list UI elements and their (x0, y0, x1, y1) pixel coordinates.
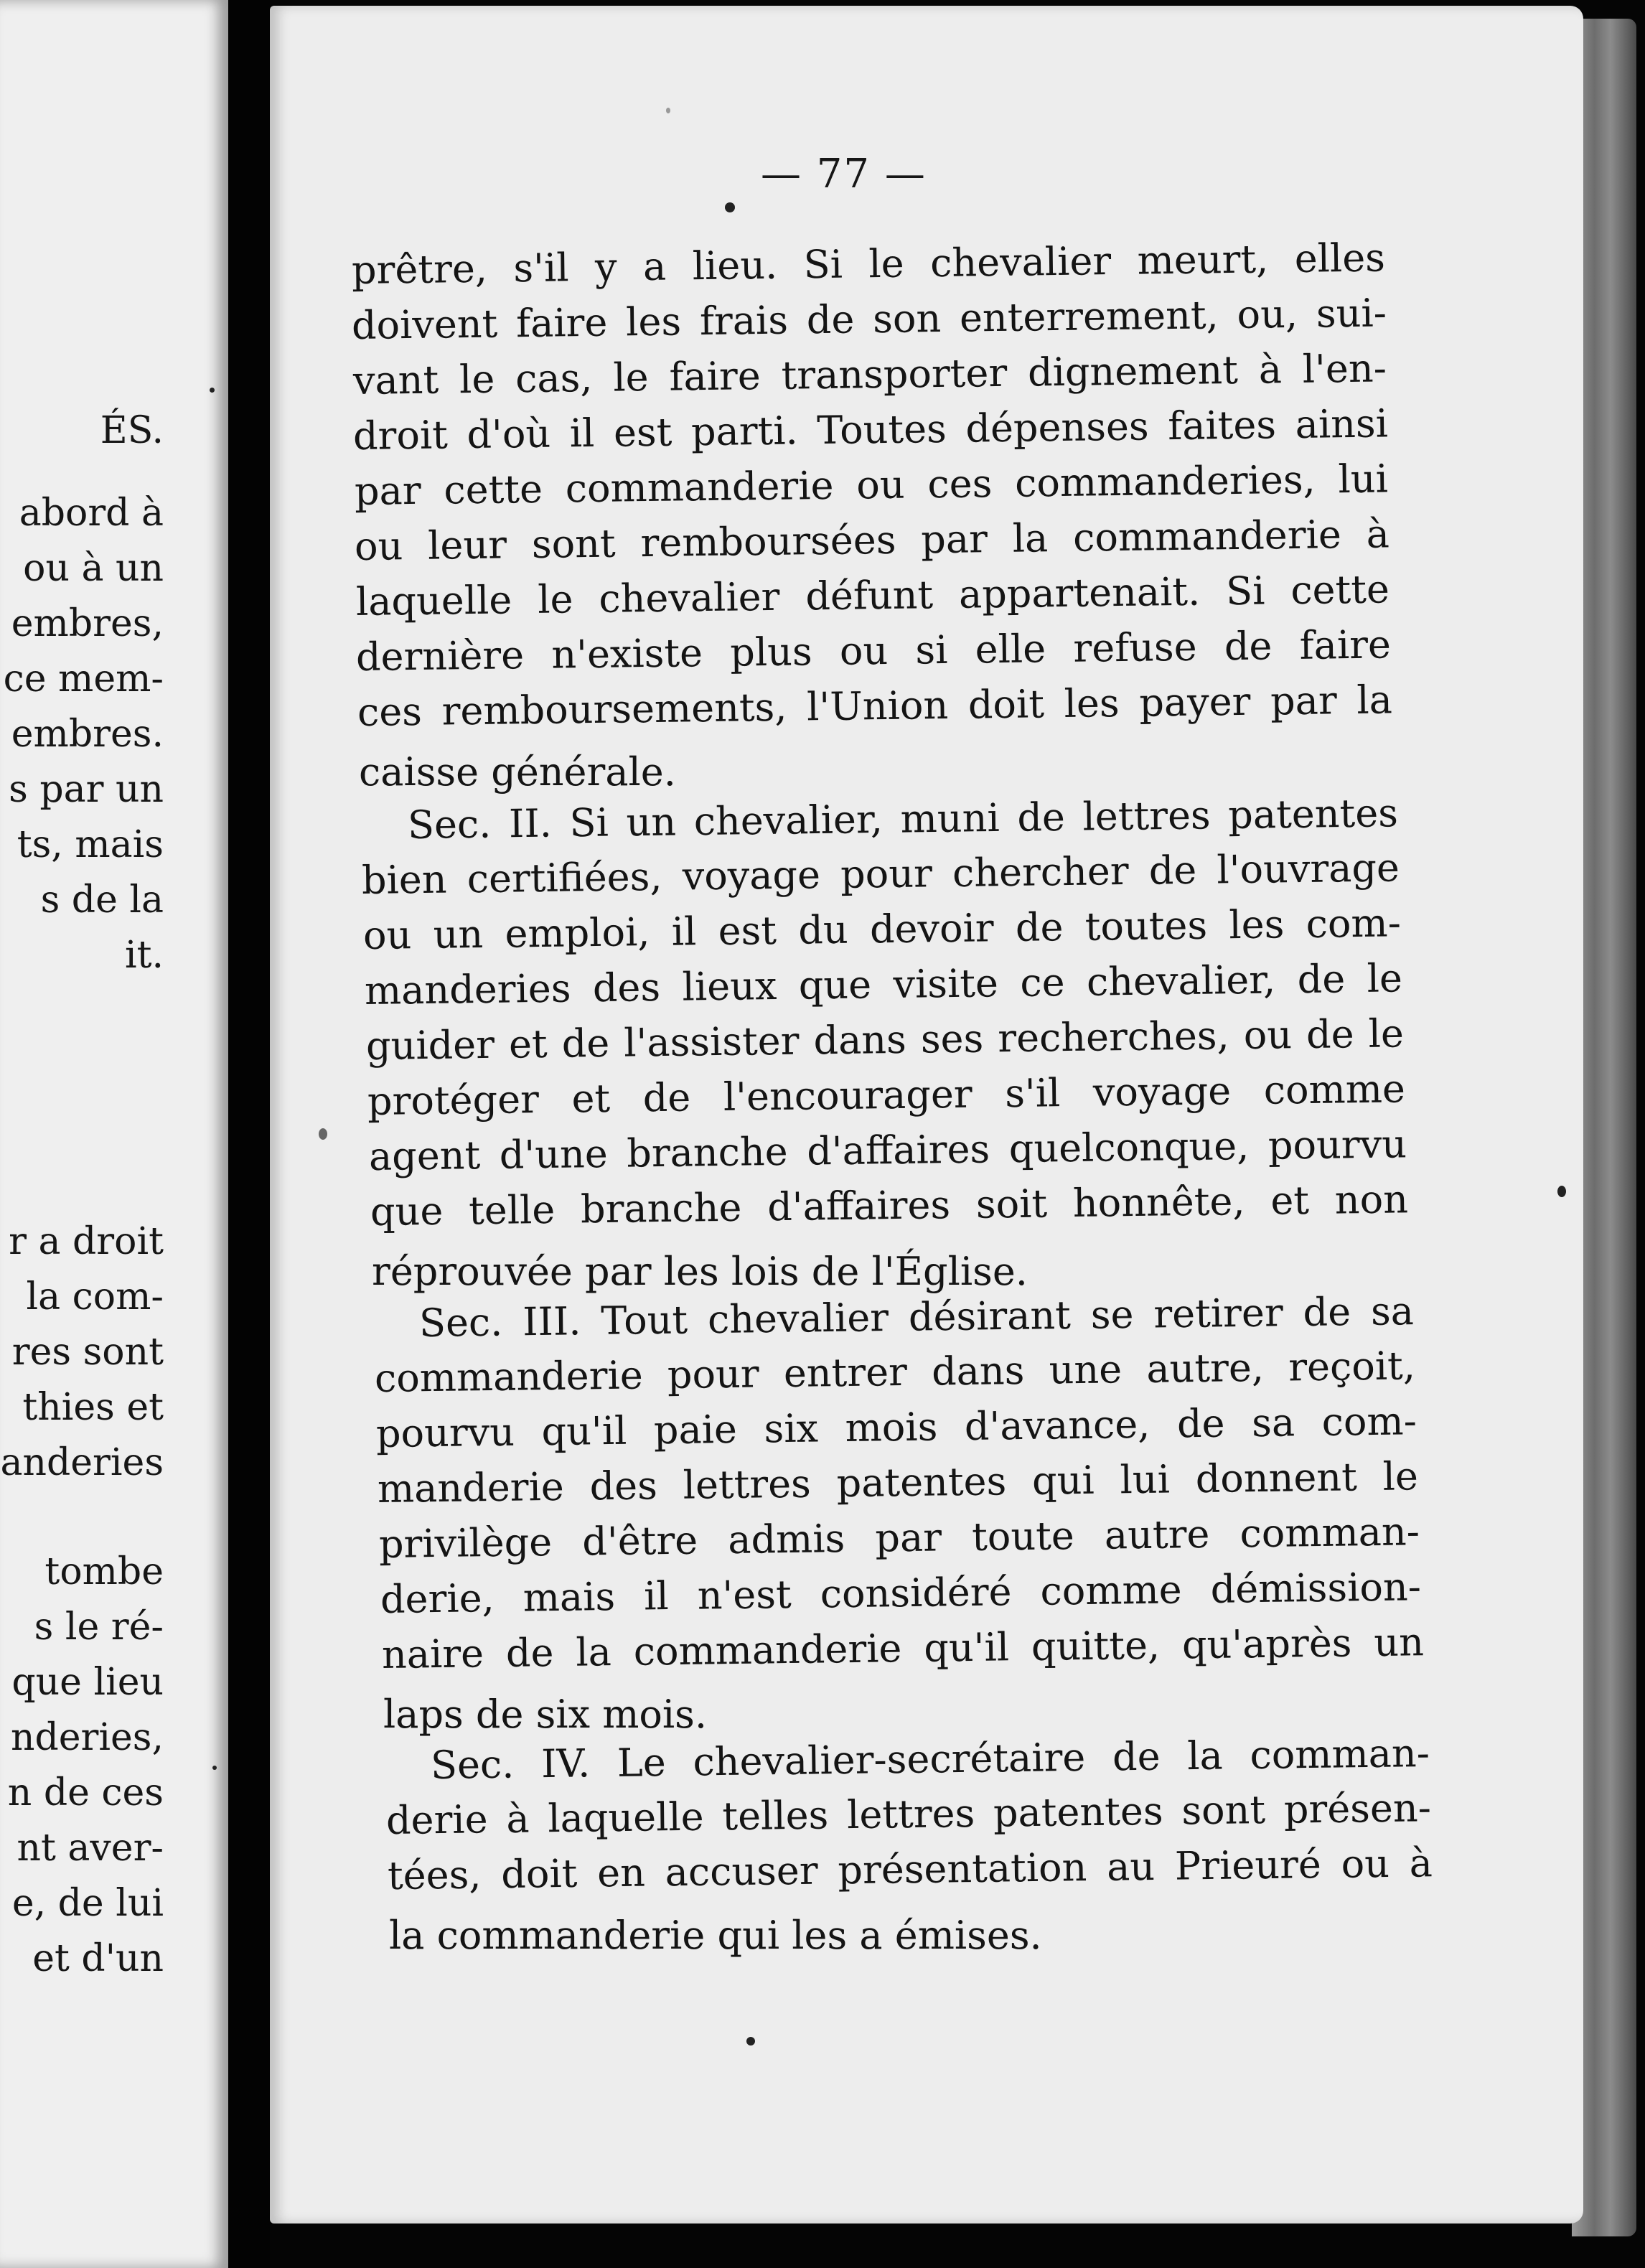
text-line-content: ou leur sont remboursées par la commanderie à (354, 511, 1390, 569)
left-page-line: tombe (44, 1550, 164, 1593)
left-page-line: e, de lui (11, 1882, 164, 1925)
text-line-content: derie, mais il n'est considéré comme démission- (380, 1564, 1422, 1622)
left-page-line: ÉS. (100, 409, 164, 452)
left-page-line: abord à (19, 492, 164, 535)
left-page-line: it. (124, 934, 164, 977)
left-page-line: et d'un (32, 1937, 164, 1980)
ink-speck (1557, 1186, 1566, 1197)
book-gutter (228, 0, 270, 2268)
left-page-line: s le ré- (34, 1606, 164, 1649)
left-page (0, 0, 228, 2268)
left-page-line: que lieu (11, 1661, 164, 1704)
left-page-line: res sont (11, 1331, 164, 1374)
left-page-line: n de ces (7, 1771, 164, 1814)
left-page-line: nderies, (10, 1716, 164, 1759)
text-line-content: manderie des lettres patentes qui lui donnent le (377, 1453, 1419, 1512)
text-line-content: Sec. IV. Le chevalier-secrétaire de la comman- (430, 1730, 1430, 1788)
ink-speck (725, 202, 735, 212)
text-line-content: doivent faire les frais de son enterrement, ou, sui- (351, 290, 1387, 348)
text-line-content: protéger et de l'encourager s'il voyage comme (367, 1066, 1406, 1124)
left-page-line: s de la (40, 878, 164, 922)
text-line-content: commanderie pour entrer dans une autre, reçoit, (374, 1343, 1416, 1401)
text-line-content: prêtre, s'il y a lieu. Si le chevalier meurt, elles (351, 235, 1386, 293)
text-line-content: dernière n'existe plus ou si elle refuse de faire (355, 622, 1392, 680)
left-page-line: ce mem- (3, 657, 164, 700)
ink-speck (746, 2037, 755, 2046)
left-page-line: embres. (11, 713, 164, 756)
text-line-content: que telle branche d'affaires soit honnête, et non (370, 1176, 1409, 1234)
left-page-line: ts, mais (17, 823, 164, 866)
text-line-content: privilège d'être admis par toute autre comman- (378, 1509, 1420, 1567)
page-number: — 77 — (761, 151, 927, 197)
text-line-content: ces remboursements, l'Union doit les payer par la (357, 677, 1393, 735)
text-line-content: derie à laquelle telles lettres patentes sont présen- (385, 1785, 1432, 1843)
text-line-content: vant le cas, le faire transporter dignement à l'en- (352, 345, 1387, 403)
text-line-content: droit d'où il est parti. Toutes dépenses faites ainsi (352, 400, 1389, 459)
text-line: caisse générale. (359, 749, 676, 795)
left-page-line: la com- (26, 1275, 164, 1318)
text-line-content: laquelle le chevalier défunt appartenait. Si cette (355, 566, 1390, 624)
left-page-line: anderies (0, 1441, 164, 1484)
text-line-content: tées, doit en accuser présentation au Prieuré ou à (387, 1840, 1433, 1898)
left-page-line: r a droit (9, 1220, 164, 1263)
text-line: la commanderie qui les a émises. (389, 1913, 1042, 1958)
text-line-content: par cette commanderie ou ces commanderies, lui (354, 456, 1389, 514)
text-line-content: bien certifiées, voyage pour chercher de l'ouvrage (361, 845, 1400, 903)
text-line-content: agent d'une branche d'affaires quelconque, pourvu (368, 1121, 1407, 1179)
left-page-line: ou à un (23, 547, 164, 590)
text-line-content: Sec. II. Si un chevalier, muni de lettres patentes (407, 790, 1399, 848)
left-page-line: nt aver- (17, 1827, 164, 1870)
left-page-line: embres, (11, 602, 164, 645)
text-line-content: pourvu qu'il paie six mois d'avance, de sa com- (375, 1398, 1417, 1456)
text-line-content: Sec. III. Tout chevalier désirant se retirer de sa (418, 1288, 1415, 1346)
text-line: réprouvée par les lois de l'Église. (372, 1249, 1028, 1294)
text-line-content: naire de la commanderie qu'il quitte, qu'après un (381, 1619, 1425, 1677)
text-line-content: ou un emploi, il est du devoir de toutes les com- (362, 900, 1402, 958)
ink-speck (212, 1766, 217, 1770)
text-line: laps de six mois. (383, 1692, 708, 1737)
text-line-content: guider et de l'assister dans ses recherches, ou de le (365, 1011, 1405, 1069)
ink-speck (666, 108, 670, 113)
left-page-line: s par un (9, 768, 164, 811)
ink-speck (210, 388, 215, 393)
left-page-line: thies et (22, 1386, 164, 1429)
ink-speck (319, 1128, 327, 1140)
text-line-content: manderies des lieux que visite ce chevalier, de le (364, 955, 1403, 1013)
